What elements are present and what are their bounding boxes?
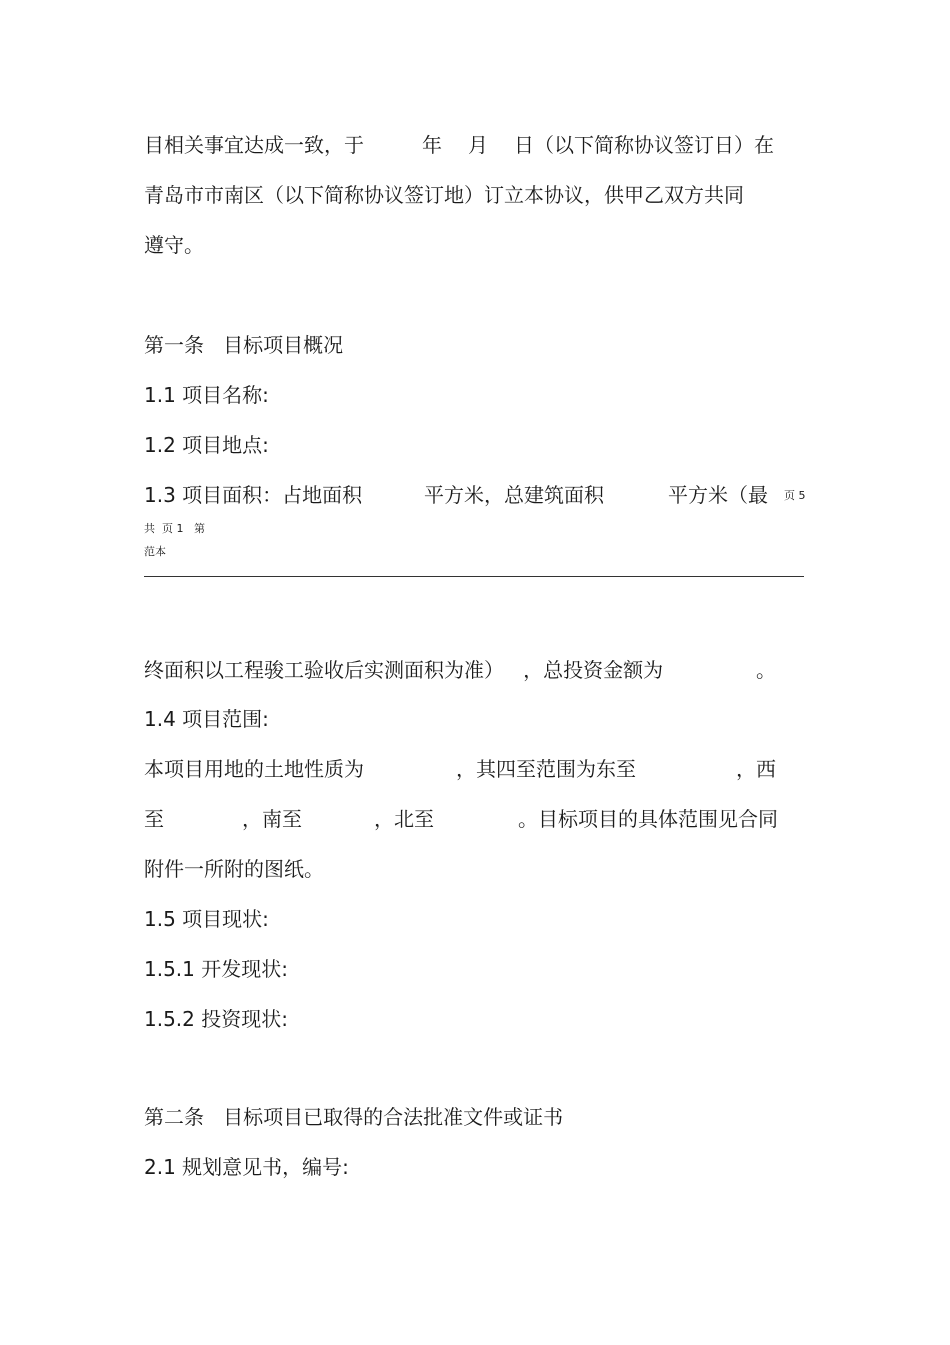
scope-line-3: 附件一所附的图纸。 [144,857,324,881]
item-1-3c: 平方米（最 [668,483,768,507]
intro-line-2: 青岛市市南区（以下简称协议签订地）订立本协议，供甲乙双方共同 [144,183,744,207]
item-1-5: 1.5 项目现状: [144,907,269,931]
scope-line-2b: ，南至 [242,807,302,831]
page-divider [144,576,804,577]
item-1-3a: 1.3 项目面积：占地面积 [144,483,363,507]
scope-line-1c: ，西 [736,757,776,781]
scope-line-1b: ，其四至范围为东至 [456,757,636,781]
scope-line-2a: 至 [144,807,164,831]
intro-line-1-month: 月 [468,133,488,157]
item-1-3b: 平方米，总建筑面积 [424,483,604,507]
footer-page-number: 页 5 [784,489,806,502]
footer-template-label: 范本 [144,545,166,558]
item-1-5-1: 1.5.1 开发现状: [144,957,288,981]
item-1-4: 1.4 项目范围: [144,707,269,731]
item-1-1: 1.1 项目名称: [144,383,269,407]
item-1-2: 1.2 项目地点: [144,433,269,457]
scope-line-2c: ，北至 [374,807,434,831]
item-1-5-2: 1.5.2 投资现状: [144,1007,288,1031]
intro-line-3: 遵守。 [144,233,204,257]
intro-line-1-year: 年 [422,133,442,157]
intro-line-1b: 日（以下简称协议签订日）在 [514,133,774,157]
scope-line-1a: 本项目用地的土地性质为 [144,757,364,781]
item-2-1: 2.1 规划意见书，编号: [144,1155,349,1179]
page2-line-1b: 。 [756,658,776,682]
page2-line-1a: 终面积以工程骏工验收后实测面积为准） ，总投资金额为 [144,658,664,682]
scope-line-2d: 。目标项目的具体范围见合同 [518,807,778,831]
intro-line-1a: 目相关事宜达成一致，于 [144,133,364,157]
article-2-title: 第二条 目标项目已取得的合法批准文件或证书 [144,1105,564,1129]
article-1-title: 第一条 目标项目概况 [144,333,344,357]
footer-page-count: 共 页 1 第 [144,522,205,535]
